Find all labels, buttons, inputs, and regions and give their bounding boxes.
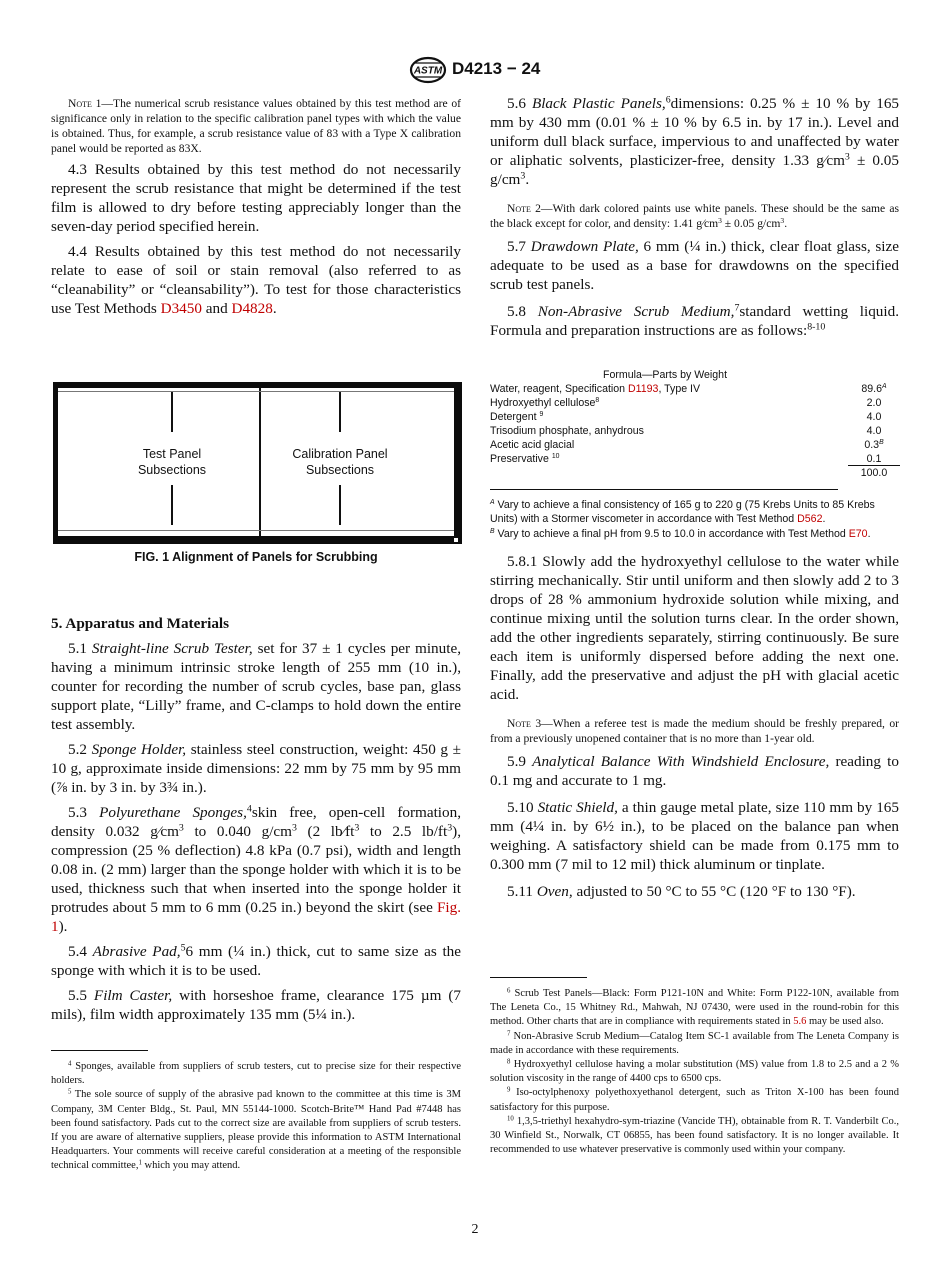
- para-text: reading to 0.1 mg and accurate to 1 mg.: [490, 753, 899, 789]
- para-5-2: [51, 740, 461, 797]
- para-4-4: [51, 242, 461, 318]
- note-3-text: —When a referee test is made the medium should be freshly prepared, or from a previously unopened container that is no more than 1-year old.: [490, 717, 899, 745]
- figure-label-line: Subsections: [305, 463, 375, 477]
- figure-tick-left-top: [171, 392, 173, 432]
- ref-5-6-link[interactable]: 5.6: [793, 1016, 807, 1028]
- para-5-1: [51, 639, 461, 734]
- formula-value-text: 4.0: [866, 411, 882, 423]
- formula-row-value: [848, 453, 900, 465]
- formula-row-label: [490, 411, 543, 423]
- para-5-11: [490, 882, 899, 901]
- footnote-4: [51, 1060, 461, 1088]
- figure-label-line: Test Panel: [142, 447, 202, 461]
- footnote-number: 9: [507, 1086, 511, 1094]
- formula-table-title: Formula—Parts by Weight: [602, 369, 728, 381]
- para-text: skin free, open-cell formation, density 0.032 g⁄cm: [51, 804, 462, 840]
- footnote-rule-right: [490, 977, 587, 978]
- footnote-letter: B: [490, 528, 495, 536]
- para-text: Results obtained by this test method do not necessarily relate to ease of soil or stain removal (also referred to as “cleanability” or “cleansability”). To test for those characteristics use Test Methods: [51, 243, 461, 317]
- para-text: standard wetting liquid. Formula and preparation instructions are as follows:: [490, 303, 900, 339]
- left-footnotes: [51, 1060, 461, 1174]
- superscript: 3: [780, 215, 785, 225]
- formula-row: [490, 453, 900, 467]
- left-column-section-5: [51, 614, 461, 1024]
- footnote-7: [490, 1030, 899, 1058]
- ref-d562-link[interactable]: D562: [797, 513, 823, 526]
- formula-label-text: , Type IV: [658, 383, 701, 395]
- formula-row-value: [848, 439, 900, 451]
- figure-rule-top: [58, 391, 454, 392]
- astm-logo: [408, 56, 448, 84]
- para-title: Black Plastic Panels,: [531, 95, 666, 112]
- superscript: 3: [520, 170, 526, 182]
- formula-table: [490, 369, 900, 481]
- note-3: [490, 716, 899, 746]
- section-5-heading: 5. Apparatus and Materials: [51, 615, 230, 632]
- para-number: 5.9: [507, 753, 526, 770]
- para-text: a thin gauge metal plate, size 110 mm by 165 mm (4¼ in. by 6½ in.), to be placed on the balance pan when weighing. A satisfactory shield can be made from 0.175 mm to 0.300 mm (7 mil to 12 mil) thick aluminum or tinplate.: [490, 799, 899, 873]
- para-title: Film Caster,: [93, 987, 173, 1004]
- para-text: 6 mm (¼ in.) thick, cut to same size as the sponge with which it is to be used.: [51, 943, 462, 979]
- para-number: 5.8: [507, 303, 526, 320]
- para-number: 5.6: [507, 95, 526, 112]
- formula-value-text: 89.6: [861, 383, 883, 395]
- formula-row-label: [490, 397, 599, 409]
- formula-label-text: Detergent: [490, 411, 540, 423]
- footnote-9: [490, 1086, 899, 1114]
- astm-logo-text: ASTM: [413, 65, 443, 77]
- formula-row: [490, 411, 900, 425]
- superscript: 3: [718, 215, 722, 225]
- footnote-ref: 6: [665, 94, 671, 106]
- table-footnote-ref: A: [882, 383, 887, 391]
- para-5-8: [490, 302, 899, 340]
- formula-footnote-b: [490, 527, 900, 541]
- para-5-6: [490, 94, 899, 189]
- para-text: Results obtained by this test method do not necessarily represent the scrub resistance that might be determined if the test film is allowed to dry before testing appreciably longer than the seven-day period specified herein.: [51, 161, 461, 235]
- note-2-text: .: [784, 217, 788, 230]
- para-number: 5.2: [68, 741, 87, 758]
- superscript: 3: [178, 822, 184, 834]
- footnote-10: [490, 1115, 899, 1158]
- para-title: Polyurethane Sponges,: [99, 804, 247, 821]
- footnote-text: Iso-octylphenoxy polyethoxyethanol detergent, such as Triton X-100 has been found satisfactory for this purpose.: [490, 1087, 899, 1113]
- formula-value-text: 4.0: [866, 425, 882, 437]
- footnote-text: .: [867, 527, 871, 540]
- formula-value-text: 2.0: [866, 397, 882, 409]
- formula-row: [490, 397, 900, 411]
- para-text: set for 37 ± 1 cycles per minute, having a minimum intrinsic stroke length of 255 mm (10 in.), counter for recording the number of scrub cycles, base pan, glass support plate, “Lilly” frame, and C-clamps to hold down the entire test assembly.: [51, 640, 461, 733]
- footnote-ref: 9: [539, 411, 544, 419]
- para-5-10: [490, 798, 899, 874]
- para-5-8-1: [490, 552, 899, 704]
- footnote-number: 7: [507, 1029, 511, 1037]
- superscript: 3: [447, 822, 453, 834]
- figure-divider: [259, 388, 261, 536]
- formula-row-label: [490, 439, 574, 451]
- formula-row-label: [490, 383, 700, 395]
- para-text: (2 lb⁄ft: [296, 823, 355, 840]
- para-text: Slowly add the hydroxyethyl cellulose to the water while stirring mechanically. Stir until uniform and then slowly add 2 to 3 drops of 28 % ammonium hydroxide solution while mixing, and continue mixing until the solution turns clear. In the order shown, add the other ingredients separately, stirring continuously. Be sure each item is uniformly dispersed before adding the next one. Finally, add the preservative and adjust the pH with glacial acetic acid.: [490, 553, 900, 703]
- formula-row-label: [490, 453, 559, 465]
- footnote-text: Hydroxyethyl cellulose having a molar substitution (MS) value from 1.8 to 2.5 and a 2 % solution viscosity in the range of 4400 cps to 6500 cps.: [490, 1059, 900, 1085]
- right-footnotes: [490, 987, 899, 1157]
- footnote-text: Scrub Test Panels—Black: Form P121-10N and White: Form P122-10N, available from The Leneta Co., 15 Whitney Rd., Mahwah, NJ 07430, were used in the round-robin for this method. Other charts that are in compliance with requirements stated in: [490, 988, 900, 1028]
- para-text: adjusted to 50 °C to 55 °C (120 °F to 130 °F).: [576, 883, 856, 900]
- table-footnote-ref: B: [879, 439, 884, 447]
- para-text: .: [525, 171, 530, 188]
- note-2-text: —With dark colored paints use white panels. These should be the same as the black except for color, and density: 1.41 g⁄cm: [490, 202, 899, 230]
- footnote-number: 5: [68, 1088, 72, 1096]
- footnote-text: 1,3,5-triethyl hexahydro-sym-triazine (Vancide TH), obtainable from R. T. Vanderbilt Co., 30 Winfield St., Norwalk, CT 06855, has been found satisfactory. It is no longer available. It recommended to use whatever preservative is commonly used within your company.: [490, 1115, 899, 1156]
- formula-row: [490, 425, 900, 439]
- footnote-ref: 4: [246, 803, 252, 815]
- left-column: [51, 96, 461, 318]
- para-number: 4.4: [68, 243, 87, 260]
- formula-table-footnotes: [490, 498, 900, 541]
- para-number: 5.8.1: [507, 553, 538, 570]
- formula-row-value: [848, 411, 900, 423]
- formula-label-text: Preservative: [490, 453, 552, 465]
- figure-tick-left-bottom: [171, 485, 173, 525]
- para-number: 5.5: [68, 987, 87, 1004]
- para-number: 5.11: [507, 883, 534, 900]
- para-title: Analytical Balance With Windshield Enclosure,: [532, 753, 830, 770]
- formula-table-rule: [490, 489, 838, 490]
- para-number: 5.1: [68, 640, 87, 657]
- superscript: 3: [844, 151, 850, 163]
- figure-label-test-panel: [111, 446, 233, 478]
- figure-label-line: Subsections: [137, 463, 207, 477]
- para-title: Straight-line Scrub Tester,: [91, 640, 253, 657]
- para-5-3: [51, 803, 461, 936]
- para-title: Sponge Holder,: [91, 741, 187, 758]
- formula-value-text: 0.1: [866, 453, 882, 465]
- footnote-text: Vary to achieve a final consistency of 165 g to 220 g (75 Krebs Units to 85 Krebs Units) with a Stormer viscometer in accordance with Test Method: [490, 499, 875, 526]
- figure-1: [53, 382, 462, 544]
- footnote-ref: 7: [734, 302, 740, 314]
- figure-corner-marks: [454, 538, 458, 542]
- para-text: ).: [58, 918, 68, 935]
- note-1-label: Note 1: [68, 97, 102, 110]
- footnote-text: Vary to achieve a final pH from 9.5 to 10.0 in accordance with Test Method: [494, 527, 849, 540]
- formula-value-text: 0.3: [864, 439, 880, 451]
- figure-1-caption: FIG. 1 Alignment of Panels for Scrubbing: [134, 550, 378, 564]
- note-3-label: Note 3: [507, 717, 542, 730]
- footnote-ref: 1: [138, 1159, 142, 1167]
- footnote-number: 8: [507, 1058, 511, 1066]
- ref-d4828-link[interactable]: D4828: [231, 300, 273, 317]
- figure-label-line: Calibration Panel: [292, 447, 388, 461]
- note-2-text: ± 0.05 g/cm: [721, 217, 781, 230]
- superscript: 3: [354, 822, 360, 834]
- para-number: 5.10: [507, 799, 534, 816]
- figure-label-calibration-panel: [273, 446, 407, 478]
- superscript: 3: [291, 822, 297, 834]
- formula-row-value: [848, 383, 900, 395]
- ref-fig-1-link[interactable]: Fig. 1: [51, 899, 462, 935]
- para-text: with horseshoe frame, clearance 175 µm (7 mils), film width approximately 135 mm (5¼ in.).: [51, 987, 461, 1023]
- para-5-5: [51, 986, 461, 1024]
- para-4-3: [51, 160, 461, 236]
- footnote-text: The sole source of supply of the abrasive pad known to the committee at this time is 3M Company, 3M Center Bldg., St. Paul, MN 55144-1000. Scotch-Brite™ Hand Pad #7448 has been found satisfactory. Pads cut to the correct size are available from suppliers of scrub testers. If you are aware of alternative suppliers, please provide this information to ASTM International Headquarters. Your comments will receive careful consideration at a meeting of the responsible technical committee,: [51, 1089, 461, 1172]
- formula-label-text: Water, reagent, Specification: [490, 383, 628, 395]
- figure-tick-right-bottom: [339, 485, 341, 525]
- formula-row-label: [490, 425, 644, 437]
- footnote-text: which you may attend.: [141, 1160, 241, 1172]
- footnote-text: Non-Abrasive Scrub Medium—Catalog Item SC-1 available from The Leneta Company is made in accordance with these requirements.: [490, 1030, 899, 1056]
- footnote-letter: A: [490, 499, 495, 507]
- para-text: ), compression (25 % deflection) 4.8 kPa (0.7 psi), width and length 0.08 in. (2 mm) larger than the sponge holder with which it is to be used, thickness such that when inserted into the sponge holder it protrudes about 5 mm to 6 mm (0.25 in.) beyond the skirt (see: [51, 823, 462, 916]
- footnote-ref: 10: [551, 453, 560, 461]
- para-title: Drawdown Plate,: [530, 238, 639, 255]
- para-text: dimensions: 0.25 % ± 10 % by 165 mm by 430 mm (0.01 % ± 10 % by 6.5 in. by 17 in.). Level and uniform dull black surface, impervious to and unaffected by water or aliphatic solvents, plasticizer-free, density 1.33 g⁄cm: [490, 95, 900, 169]
- right-column: [490, 94, 899, 340]
- footnote-text: .: [822, 513, 826, 526]
- standard-designation: D4213 − 24: [452, 59, 541, 78]
- note-1: [51, 96, 461, 156]
- ref-d1193-link[interactable]: D1193: [628, 383, 659, 395]
- footnote-ref: 5: [180, 942, 186, 954]
- footnote-number: 6: [507, 987, 511, 995]
- footnote-text: Sponges, available from suppliers of scrub testers, cut to precise size for their respective holders.: [51, 1061, 461, 1087]
- footnote-number: 4: [68, 1060, 72, 1068]
- footnote-8: [490, 1058, 899, 1086]
- para-text: stainless steel construction, weight: 450 g ± 10 g, approximate inside dimensions: 22 mm by 75 mm by 95 mm (⅞ in. by 3 in. by 3¾ in.).: [51, 741, 461, 796]
- formula-row: [490, 439, 900, 453]
- para-number: 5.3: [68, 804, 87, 821]
- footnote-text: may be used also.: [806, 1016, 884, 1028]
- para-text: and: [205, 300, 228, 317]
- para-text: .: [272, 300, 277, 317]
- para-title: Oven,: [536, 883, 573, 900]
- para-text: ± 0.05 g/cm: [490, 152, 899, 188]
- footnote-ref: 8-10: [807, 321, 826, 333]
- note-2-label: Note 2: [507, 202, 541, 215]
- para-text: to 2.5 lb/ft: [359, 823, 448, 840]
- formula-total-rule: [848, 465, 900, 466]
- ref-d3450-link[interactable]: D3450: [160, 300, 202, 317]
- footnote-number: 10: [507, 1115, 514, 1123]
- formula-label-text: Trisodium phosphate, anhydrous: [490, 425, 644, 437]
- para-title: Abrasive Pad,: [92, 943, 181, 960]
- formula-label-text: Acetic acid glacial: [490, 439, 575, 451]
- ref-e70-link[interactable]: E70: [848, 527, 868, 540]
- formula-row-value: [848, 397, 900, 409]
- formula-label-text: Hydroxyethyl cellulose: [490, 397, 596, 409]
- formula-total: 100.0: [860, 467, 888, 479]
- note-2: [490, 201, 899, 231]
- para-5-7: [490, 237, 899, 294]
- para-text: to 0.040 g/cm: [183, 823, 292, 840]
- footnote-ref: 8: [595, 397, 600, 405]
- para-title: Static Shield,: [537, 799, 618, 816]
- para-5-9: [490, 752, 899, 790]
- formula-row: [490, 383, 900, 397]
- para-number: 5.4: [68, 943, 87, 960]
- para-number: 4.3: [68, 161, 87, 178]
- para-text: 6 mm (¼ in.) thick, clear float glass, size adequate to be used as a base for drawdowns on the specified scrub test panels.: [490, 238, 899, 293]
- formula-footnote-a: [490, 498, 900, 527]
- footnote-6: [490, 987, 899, 1030]
- right-column-continued: [490, 552, 899, 901]
- footnote-5: [51, 1088, 461, 1173]
- para-number: 5.7: [507, 238, 526, 255]
- para-title: Non-Abrasive Scrub Medium,: [537, 303, 735, 320]
- figure-tick-right-top: [339, 392, 341, 432]
- footnote-rule-left: [51, 1050, 148, 1051]
- para-5-4: [51, 942, 461, 980]
- note-1-text: —The numerical scrub resistance values obtained by this test method are of significance only in relation to the specific calibration panel types with which the value is obtained. Thus, for example, a scrub resistance value of 83 with a Type X calibration panel would be reported as 83X.: [51, 97, 461, 155]
- formula-row-value: [848, 425, 900, 437]
- page-number: 2: [471, 1222, 479, 1237]
- figure-rule-bottom: [58, 530, 454, 531]
- page-header: [0, 56, 950, 86]
